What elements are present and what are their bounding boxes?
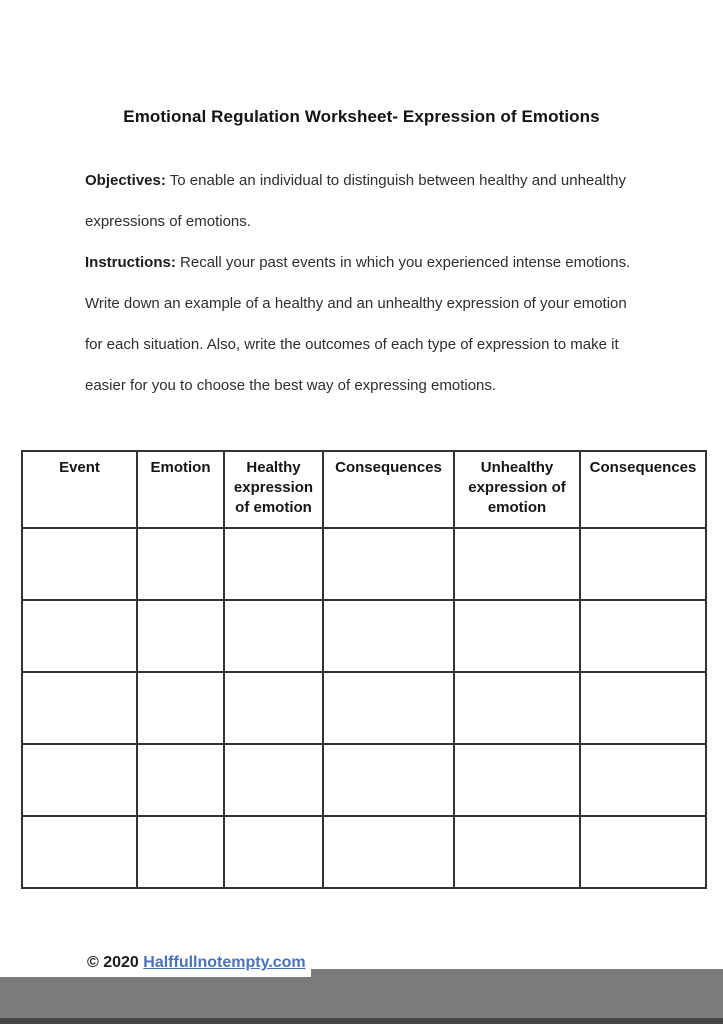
table-cell xyxy=(323,600,454,672)
table-row xyxy=(22,528,706,600)
instructions-text: Recall your past events in which you experienced intense emotions. Write down an example of a healthy and an unhealthy expression of your emotion for each situation. Also, write the outcomes of each type of expression to make it easier for you to choose the best way of expressing emotions. xyxy=(85,254,631,394)
table-cell xyxy=(323,528,454,600)
table-cell xyxy=(22,744,137,816)
header-row xyxy=(22,451,706,528)
table-row xyxy=(22,672,706,744)
objectives-text: To enable an individual to distinguish between healthy and unhealthy expressions of emotions. xyxy=(85,172,626,230)
table-cell xyxy=(454,744,580,816)
table-cell xyxy=(454,528,580,600)
table-cell xyxy=(454,816,580,888)
objectives-label: Objectives: xyxy=(85,172,166,189)
table-cell xyxy=(22,816,137,888)
footer xyxy=(87,954,306,972)
column-header-unhealthy-expression: Unhealthy expression of emotion xyxy=(454,451,580,528)
viewer-bottom-bar-left xyxy=(0,977,311,1024)
table-row xyxy=(22,744,706,816)
column-header-consequences-2: Consequences xyxy=(580,451,706,528)
table-cell xyxy=(22,528,137,600)
table-cell xyxy=(22,672,137,744)
column-header-consequences-1: Consequences xyxy=(323,451,454,528)
instructions-label: Instructions: xyxy=(85,254,176,271)
table-cell xyxy=(137,816,224,888)
table-cell xyxy=(137,528,224,600)
copyright-text: © 2020 xyxy=(87,954,139,971)
table-cell xyxy=(224,672,323,744)
column-header-healthy-expression: Healthy expression of emotion xyxy=(224,451,323,528)
table-cell xyxy=(224,744,323,816)
table-cell xyxy=(323,672,454,744)
table-cell xyxy=(580,816,706,888)
table-row xyxy=(22,600,706,672)
viewer-bottom-bar-right xyxy=(311,969,723,1024)
table-cell xyxy=(580,528,706,600)
table-cell xyxy=(323,744,454,816)
table-cell xyxy=(137,744,224,816)
table-cell xyxy=(580,744,706,816)
page-title: Emotional Regulation Worksheet- Expression of Emotions xyxy=(123,107,600,126)
table-cell xyxy=(454,672,580,744)
table-cell xyxy=(224,816,323,888)
table-cell xyxy=(137,600,224,672)
footer-link[interactable]: Halffullnotempty.com xyxy=(143,954,306,971)
instructions-paragraph xyxy=(85,242,637,406)
objectives-paragraph xyxy=(85,160,637,242)
table-cell xyxy=(580,600,706,672)
viewer-bottom-edge xyxy=(0,1018,723,1024)
column-header-emotion: Emotion xyxy=(137,451,224,528)
table-cell xyxy=(224,528,323,600)
body-text xyxy=(85,160,637,406)
column-header-event: Event xyxy=(22,451,137,528)
table-cell xyxy=(323,816,454,888)
table-cell xyxy=(22,600,137,672)
table-row xyxy=(22,816,706,888)
table-cell xyxy=(137,672,224,744)
table-cell xyxy=(580,672,706,744)
table-cell xyxy=(454,600,580,672)
worksheet-table xyxy=(21,450,707,889)
table-cell xyxy=(224,600,323,672)
